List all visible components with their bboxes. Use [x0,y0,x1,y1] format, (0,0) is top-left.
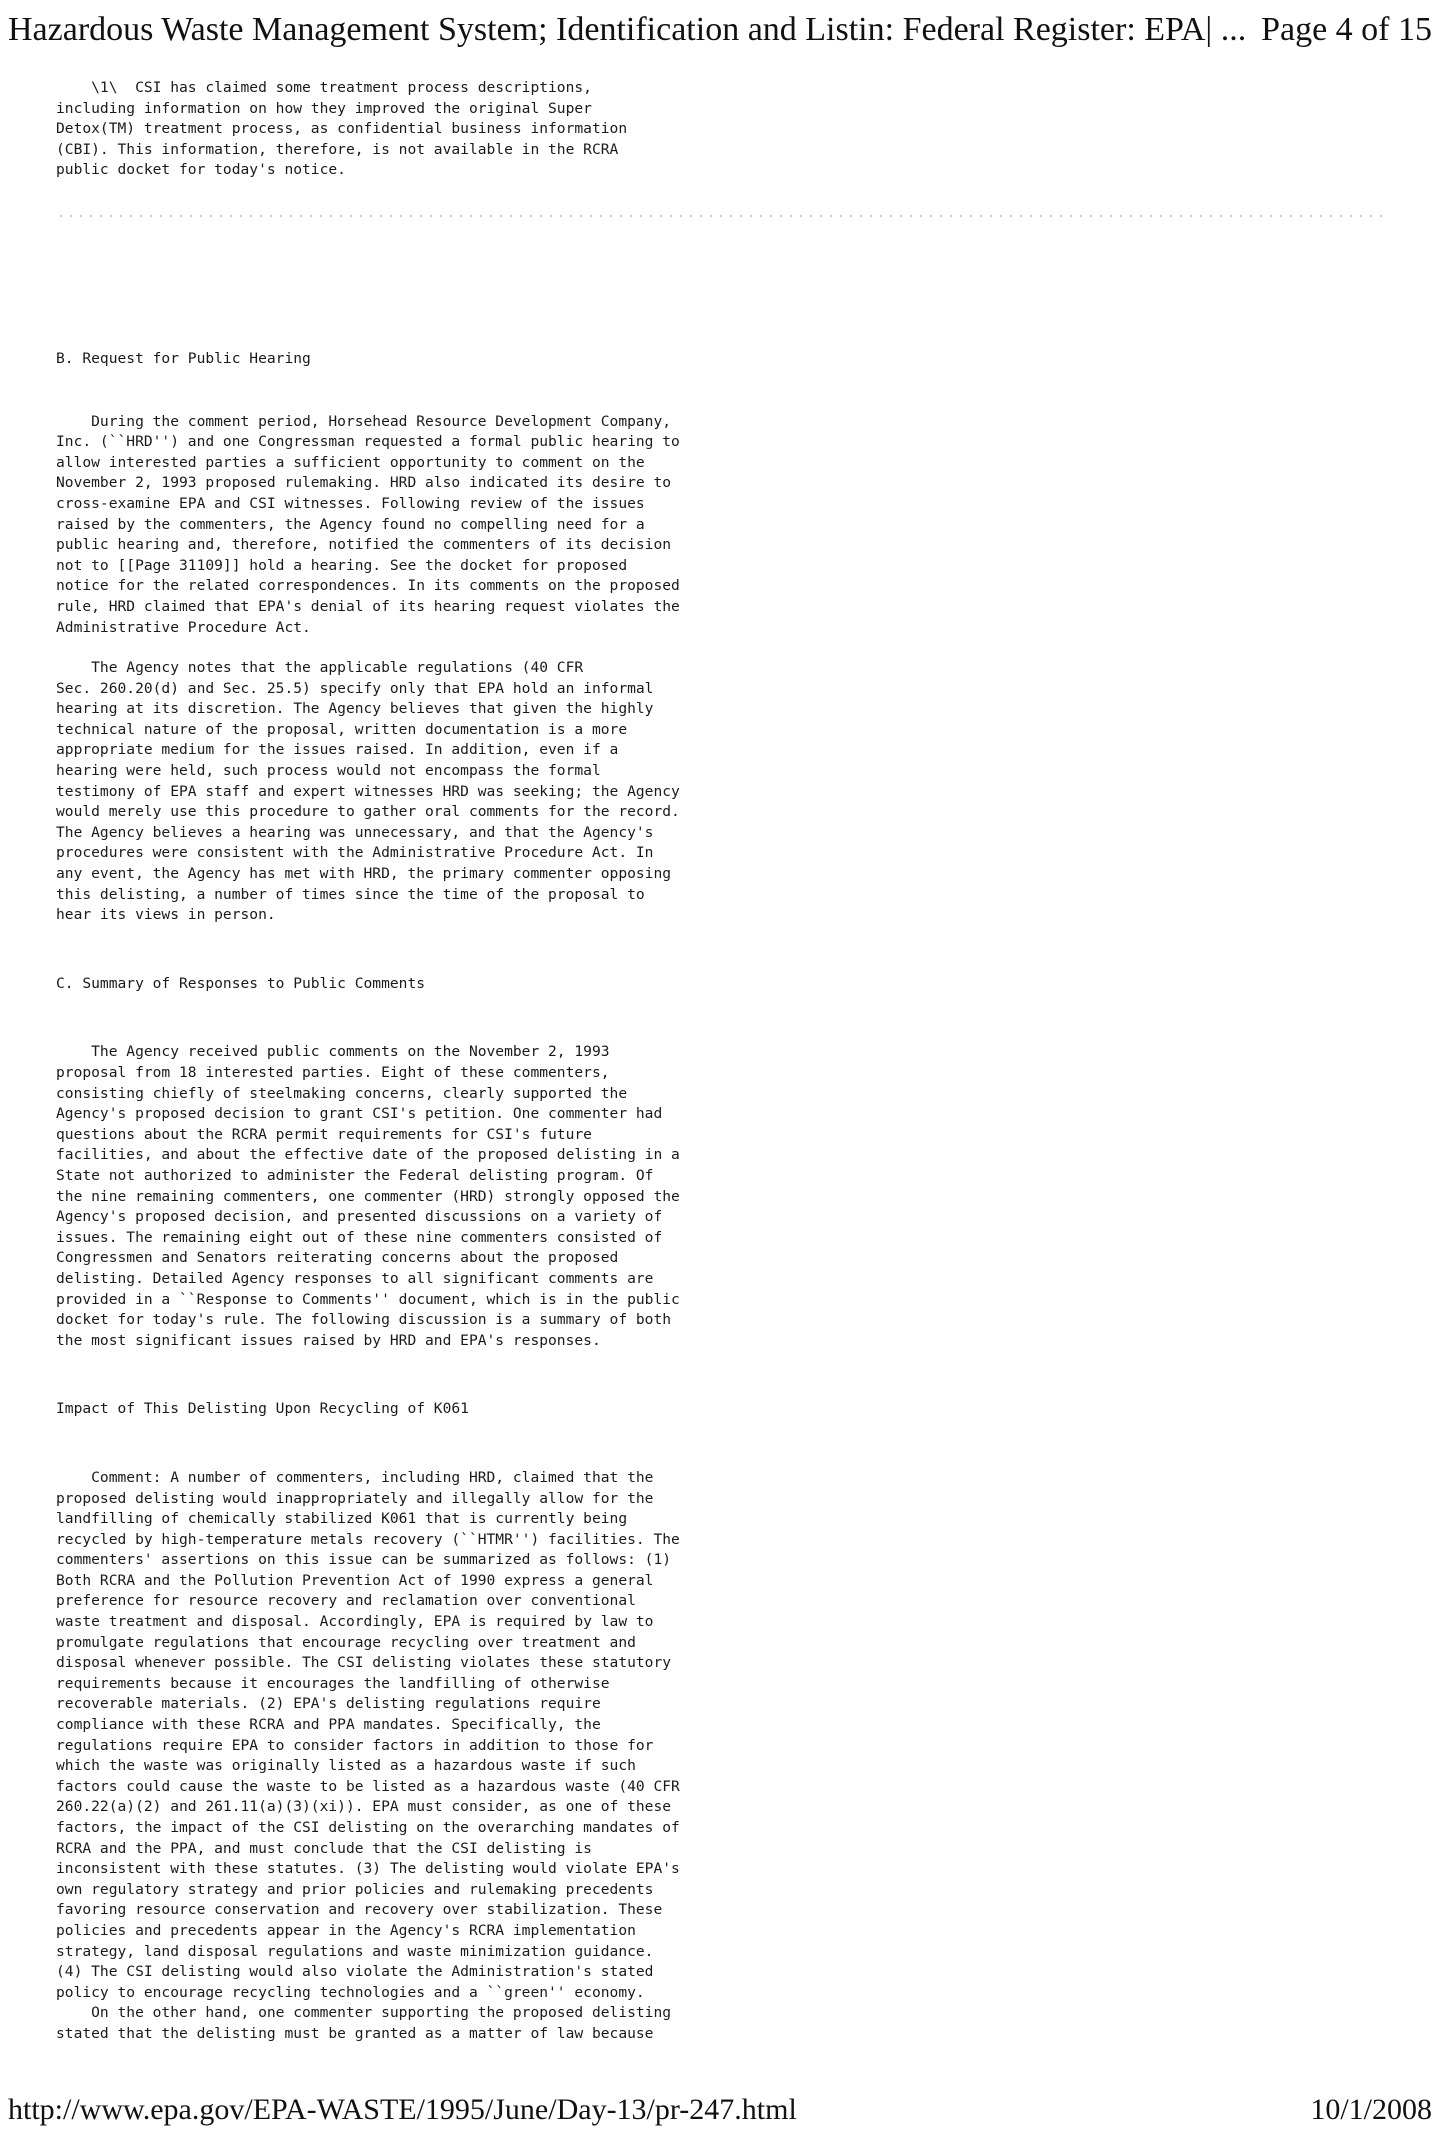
footnote: \1\ CSI has claimed some treatment process descriptions, including information on how they improved the original Super Detox(TM) treatment process, as confidential business information (CBI). This information, therefore, is not available in the RCRA public docket for today's notice. [56,79,628,179]
page-header [8,10,1432,50]
paragraph-public-comments: The Agency received public comments on the November 2, 1993 proposal from 18 interested parties. Eight of these commenters, consisting chiefly of steelmaking concerns, clearly supported the Agency's proposed decision to grant CSI's petition. One commenter had questions about the RCRA permit requirements for CSI's future facilities, and about the effective date of the proposed delisting in a State not authorized to administer the Federal delisting program. Of the nine remaining commenters, one commenter (HRD) strongly opposed the Agency's proposed decision, and presented discussions on a variety of issues. The remaining eight out of these nine commenters consisted of Congressmen and Senators reiterating concerns about the proposed delisting. Detailed Agency responses to all significant comments are provided in a ``Response to Comments'' document, which is in the public docket for today's rule. The following discussion is a summary of both the most significant issues raised by HRD and EPA's responses. [56,1043,680,1349]
section-heading-public-hearing: B. Request for Public Hearing [56,349,311,367]
page-footer [8,2092,1432,2128]
section-heading-summary-responses: C. Summary of Responses to Public Comments [56,974,426,992]
paragraph-k061-comment: Comment: A number of commenters, including HRD, claimed that the proposed delisting would inappropriately and illegally allow for the landfilling of chemically stabilized K061 that is currently being recycled by high-temperature metals recovery (``HTMR'') facilities. The commenters' assertions on this issue can be summarized as follows: (1) Both RCRA and the Pollution Prevention Act of 1990 express a general preference for resource recovery and reclamation over conventional waste treatment and disposal. Accordingly, EPA is required by law to promulgate regulations that encourage recycling over treatment and disposal whenever possible. The CSI delisting violates these statutory requirements because it encourages the landfilling of otherwise recoverable materials. (2) EPA's delisting regulations require compliance with these RCRA and PPA mandates. Specifically, the regulations require EPA to consider factors in addition to those for which the waste was originally listed as a hazardous waste if such factors could cause the waste to be listed as a hazardous waste (40 CFR 260.22(a)(2) and 261.11(a)(3)(xi)). EPA must consider, as one of these factors, the impact of the CSI delisting on the overarching mandates of RCRA and the PPA, and must conclude that the CSI delisting is inconsistent with these statutes. (3) The delisting would violate EPA's own regulatory strategy and prior policies and rulemaking precedents favoring resource conservation and recovery over stabilization. These policies and precedents appear in the Agency's RCRA implementation strategy, land disposal regulations and waste minimization guidance. (4) The CSI delisting would also violate the Administration's stated policy to encourage recycling technologies and a ``green'' economy. On the other hand, one commenter supporting the proposed delisting stated that the delisting must be granted as a matter of law because [56,1468,680,2042]
document-title: Hazardous Waste Management System; Identification and Listin: Federal Register: EPA| ... [8,11,1247,48]
dotted-separator [56,214,1386,218]
paragraph-agency-notes: The Agency notes that the applicable regulations (40 CFR Sec. 260.20(d) and Sec. 25.5) specify only that EPA hold an informal hearing at its discretion. The Agency believes that given the highly technical nature of the proposal, written documentation is a more appropriate medium for the issues raised. In addition, even if a hearing were held, such process would not encompass the formal testimony of EPA staff and expert witnesses HRD was seeking; the Agency would merely use this procedure to gather oral comments for the record. The Agency believes a hearing was unnecessary, and that the Agency's procedures were consistent with the Administrative Procedure Act. In any event, the Agency has met with HRD, the primary commenter opposing this delisting, a number of times since the time of the proposal to hear its views in person. [56,659,680,924]
section-heading-k061-recycling: Impact of This Delisting Upon Recycling of K061 [56,1400,469,1418]
document-body [56,78,816,2045]
paragraph-hearing-request: During the comment period, Horsehead Resource Development Company, Inc. (``HRD'') and one Congressman requested a formal public hearing to allow interested parties a sufficient opportunity to comment on the November 2, 1993 proposed rulemaking. HRD also indicated its desire to cross-examine EPA and CSI witnesses. Following review of the issues raised by the commenters, the Agency found no compelling need for a public hearing and, therefore, notified the commenters of its decision not to [[Page 31109]] hold a hearing. See the docket for proposed notice for the related correspondences. In its comments on the proposed rule, HRD claimed that EPA's denial of its hearing request violates the Administrative Procedure Act. [56,412,680,636]
source-url: http://www.epa.gov/EPA-WASTE/1995/June/Day-13/pr-247.html [8,2093,797,2126]
print-date: 10/1/2008 [1310,2093,1432,2126]
page-indicator: Page 4 of 15 [1261,11,1432,48]
